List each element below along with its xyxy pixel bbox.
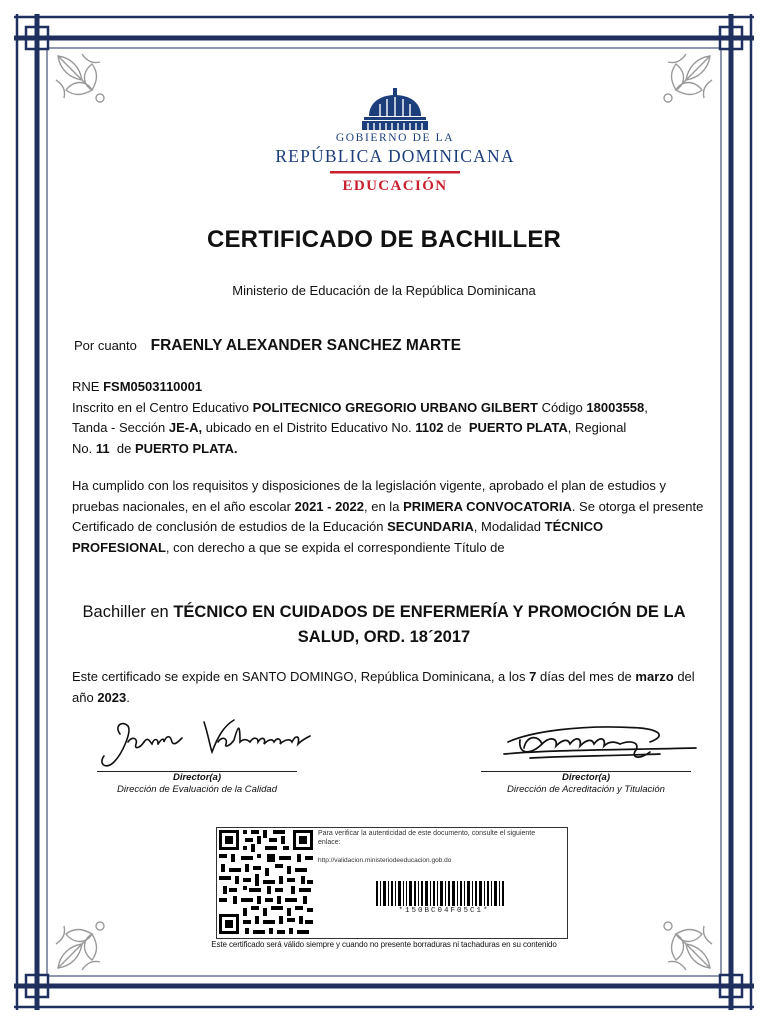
- district-number: 1102: [415, 420, 444, 435]
- degree-title: [64, 600, 704, 650]
- recipient-line: [74, 337, 461, 355]
- signature-right-office: Dirección de Acreditación y Titulación: [507, 784, 665, 795]
- body-text: Ha cumplido con los requisitos y disposiciones de la legislación vigente, aprobado el plan de estudios y pruebas nacionales, en el año escolar: [72, 478, 667, 514]
- district-city: PUERTO PLATA: [468, 420, 568, 435]
- issuance-paragraph: [72, 667, 704, 708]
- school-name: POLITECNICO GREGORIO URBANO GILBERT: [252, 399, 538, 415]
- signature-right-image: [490, 714, 700, 772]
- issue-day: 7: [529, 669, 537, 684]
- details-text: de: [447, 420, 462, 435]
- ministry-name: Ministerio de Educación de la República Dominicana: [232, 283, 536, 298]
- recipient-name: FRAENLY ALEXANDER SANCHEZ MARTE: [150, 337, 461, 354]
- verification-link[interactable]: http://validacion.ministeriodeeducacion.gob.do: [318, 857, 452, 864]
- body-text: , con derecho a que se expida el correspondiente Título de: [165, 539, 505, 555]
- issuance-text: .: [126, 689, 130, 705]
- dome-icon: [250, 88, 540, 132]
- details-text: Código: [541, 399, 583, 415]
- signature-right-role: Director(a): [561, 772, 611, 783]
- issuance-text: Este certificado se expide en SANTO DOMINGO, República Dominicana, a los: [72, 669, 526, 684]
- signature-left-office: Dirección de Evaluación de la Calidad: [116, 784, 277, 795]
- education-level: SECUNDARIA: [387, 519, 474, 534]
- logo-line-republica: REPÚBLICA DOMINICANA: [275, 146, 515, 166]
- school-year: 2021 - 2022: [294, 498, 365, 514]
- body-text: . Se otorga el presente Certificado de conclusión de estudios de la Educación: [72, 498, 704, 534]
- issue-year: 2023: [97, 689, 127, 705]
- details-text: ubicado en el Distrito Educativo No.: [205, 420, 412, 435]
- issuance-text: del año: [72, 669, 695, 705]
- details-text: Tanda - Sección: [72, 420, 166, 435]
- signature-left-role: Director(a): [172, 772, 222, 783]
- details-text: No.: [72, 440, 93, 456]
- verification-instructions: Para verificar la autenticidad de este documento, consulte el siguiente enlace:: [318, 830, 536, 846]
- convocatoria: PRIMERA CONVOCATORIA: [403, 498, 572, 514]
- issue-month: marzo: [635, 669, 674, 684]
- barcode-number: *150BC04F05C1*: [398, 907, 490, 915]
- logo-red-rule: [330, 171, 460, 175]
- certificate-title: CERTIFICADO DE BACHILLER: [206, 226, 562, 253]
- requirements-paragraph: [72, 476, 704, 558]
- recipient-prefix: Por cuanto: [74, 338, 137, 353]
- details-text: ,: [644, 399, 648, 415]
- logo-line-educacion: EDUCACIÓN: [342, 178, 448, 194]
- body-text: , Modalidad: [473, 519, 541, 534]
- degree-prefix: Bachiller en: [82, 603, 169, 621]
- details-text: , Regional: [567, 420, 627, 435]
- section-value: JE-A,: [168, 420, 203, 435]
- details-text: Inscrito en el Centro Educativo: [72, 399, 250, 415]
- enrollment-details: [72, 377, 704, 459]
- qr-code-icon[interactable]: [217, 828, 315, 936]
- regional-name: PUERTO PLATA.: [134, 440, 238, 456]
- signature-left-image: [92, 712, 317, 776]
- barcode-icon: [376, 881, 506, 906]
- logo-line-gobierno: GOBIERNO DE LA: [335, 132, 455, 144]
- body-text: , en la: [364, 498, 400, 514]
- rne-label: RNE: [72, 379, 100, 394]
- issuance-text: días del mes de: [540, 669, 632, 684]
- validity-note: Este certificado será válido siempre y cuando no presente borraduras ni tachaduras en su contenido: [211, 940, 557, 949]
- regional-number: 11: [95, 440, 110, 456]
- modality: TÉCNICO PROFESIONAL: [72, 519, 604, 555]
- rne-value: FSM0503110001: [103, 379, 203, 394]
- ornament-top-right-icon: [650, 50, 716, 116]
- details-text: de: [116, 440, 132, 456]
- degree-name: TÉCNICO EN CUIDADOS DE ENFERMERÍA Y PROMOCIÓN DE LA SALUD, ORD. 18´2017: [173, 603, 686, 646]
- ornament-top-left-icon: [52, 50, 118, 116]
- government-logo: [250, 88, 540, 194]
- school-code: 18003558: [586, 399, 645, 415]
